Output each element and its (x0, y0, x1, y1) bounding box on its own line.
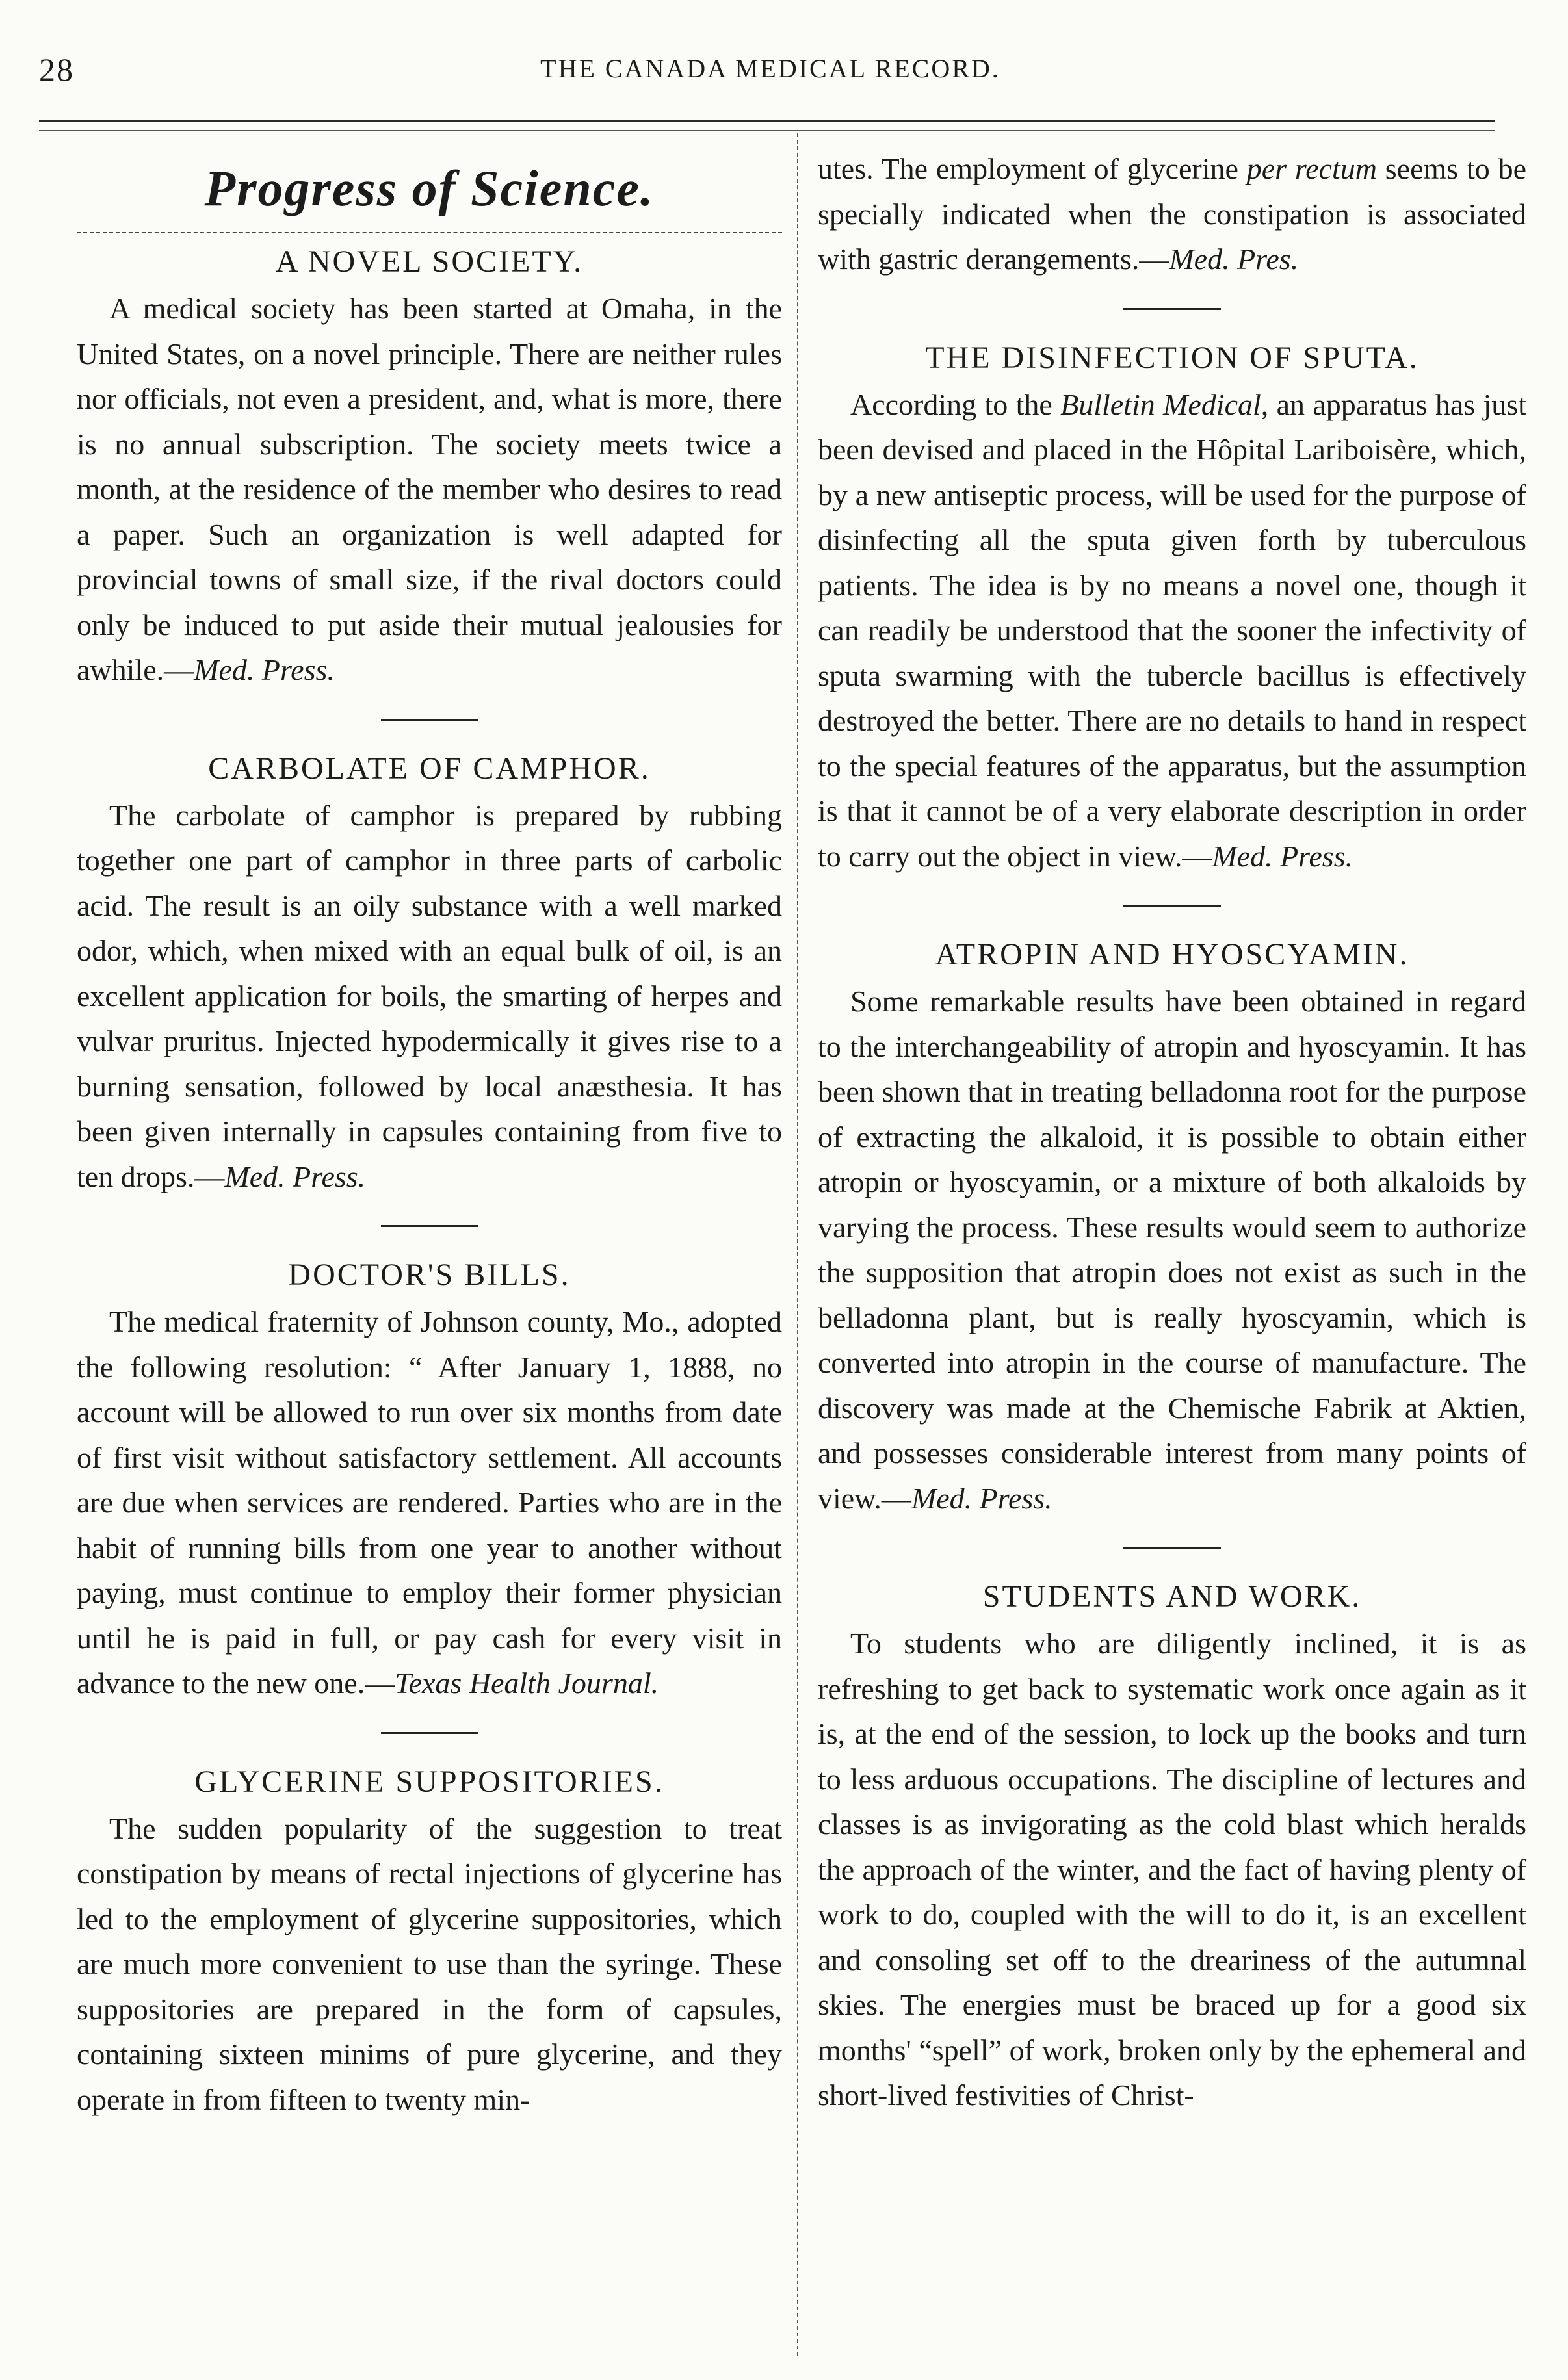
section-masthead: Progress of Science. (204, 160, 655, 216)
article-title-glycerine: GLYCERINE SUPPOSITORIES. (194, 1764, 664, 1799)
article-body-carbolate: The carbolate of camphor is prepared by rubbing together one part of camphor in three parts of carbolic acid. The result is an oily substance with a well marked odor, which, when mixed with an equal bulk of oil, is an excellent application for boils, the smarting of herpes and vulvar pruritus. Injected hypodermically it gives rise to a burning sensation, followed by local anæsthesia. It has been given internally in capsules containing from five to ten drops.—Med. Press. (77, 798, 782, 1193)
article-source: Texas Health Journal. (395, 1666, 659, 1700)
page-header (39, 51, 1502, 96)
column-divider (797, 133, 798, 2356)
header-rule (39, 120, 1495, 122)
article-separator (381, 1732, 478, 1734)
left-column (77, 146, 782, 2122)
right-column (818, 146, 1526, 2118)
header-rule-thin (39, 130, 1495, 131)
article-body-glycerine: The sudden popularity of the suggestion to treat constipation by means of rectal injections of glycerine has led to the employment of glycerine suppositories, which are much more convenient to use than the syringe. These suppositories are prepared in the form of capsules, containing sixteen minims of pure glycerine, and they operate in from fifteen to twenty min- (77, 1811, 782, 2116)
article-title-doctors-bills: DOCTOR'S BILLS. (288, 1258, 571, 1292)
article-body-novel-society: A medical society has been started at Omaha, in the United States, on a novel principle. There are neither rules nor officials, not even a president, and, what is more, there is no annual subscription. The society meets twice a month, at the residence of the member who desires to read a paper. Such an organization is well adapted for provincial towns of small size, if the rival doctors could only be induced to put aside their mutual jealousies for awhile.—Med. Press. (77, 292, 782, 686)
article-body-atropin: Some remarkable results have been obtained in regard to the interchangeability of atropin and hyoscyamin. It has been shown that in treating belladonna root for the purpose of extracting the alkaloid, it is possible to obtain either atropin or hyoscyamin, or a mixture of both alkaloids by varying the process. These results would seem to authorize the supposition that atropin does not exist as such in the belladonna plant, but is really hyoscyamin, which is converted into atropin in the course of manufacture. The discovery was made at the Chemische Fabrik at Aktien, and possesses considerable interest from many points of view.—Med. Press. (818, 985, 1526, 1515)
article-title-novel-society: A NOVEL SOCIETY. (275, 244, 584, 279)
page-number: 28 (39, 51, 74, 88)
article-body-glycerine-continued: utes. The employment of glycerine per rectum seems to be specially indicated when the constipation is associated with gastric derangements.—Med. Pres. (818, 152, 1526, 276)
article-body-students: To students who are diligently inclined, it is as refreshing to get back to systematic work once again as it is, at the end of the session, to lock up the books and turn to less arduous occupations. The discipline of lectures and classes is as invigorating as the cold blast which heralds the approach of the winter, and the fact of having plenty of work to do, coupled with the will to do it, is an excellent and consoling set off to the dreariness of the autumnal skies. The energies must be braced up for a good six months' “spell” of work, broken only by the ephemeral and short-lived festivities of Christ- (818, 1627, 1526, 2112)
article-title-atropin: ATROPIN AND HYOSCYAMIN. (935, 937, 1409, 972)
running-title: THE CANADA MEDICAL RECORD. (540, 54, 1000, 83)
article-source: Med. Press. (911, 1481, 1052, 1515)
article-title-carbolate: CARBOLATE OF CAMPHOR. (208, 751, 651, 786)
article-source: Med. Pres. (1169, 242, 1299, 276)
article-title-students: STUDENTS AND WORK. (982, 1579, 1362, 1614)
article-separator (1123, 308, 1221, 310)
article-separator (381, 719, 478, 721)
article-body-doctors-bills: The medical fraternity of Johnson county, Mo., adopted the following resolution: “ After January 1, 1888, no account will be allowed to run over six months from date of first visit without satisfactory settlement. All accounts are due when services are rendered. Parties who are in the habit of running bills from one year to another without paying, must continue to employ their former physician until he is paid in full, or pay cash for every visit in advance to the new one.—Texas Health Journal. (77, 1305, 782, 1700)
article-source: Med. Press. (194, 653, 335, 686)
article-separator (1123, 1547, 1221, 1549)
article-separator (381, 1225, 478, 1227)
article-separator (1123, 905, 1221, 907)
article-source: Med. Press. (224, 1159, 366, 1193)
article-source: Med. Press. (1212, 839, 1353, 873)
masthead-rule (77, 232, 782, 233)
article-body-sputa: According to the Bulletin Medical, an apparatus has just been devised and placed in the Hôpital Lariboisère, which, by a new antiseptic process, will be used for the purpose of disinfecting all the sputa given forth by tuberculous patients. The idea is by no means a novel one, though it can readily be understood that the sooner the infectivity of sputa swarming with the tubercle bacillus is effectively destroyed the better. There are no details to hand in respect to the special features of the apparatus, but the assumption is that it cannot be of a very elaborate description in order to carry out the object in view.—Med. Press. (818, 387, 1526, 873)
article-title-sputa: THE DISINFECTION OF SPUTA. (925, 340, 1419, 375)
